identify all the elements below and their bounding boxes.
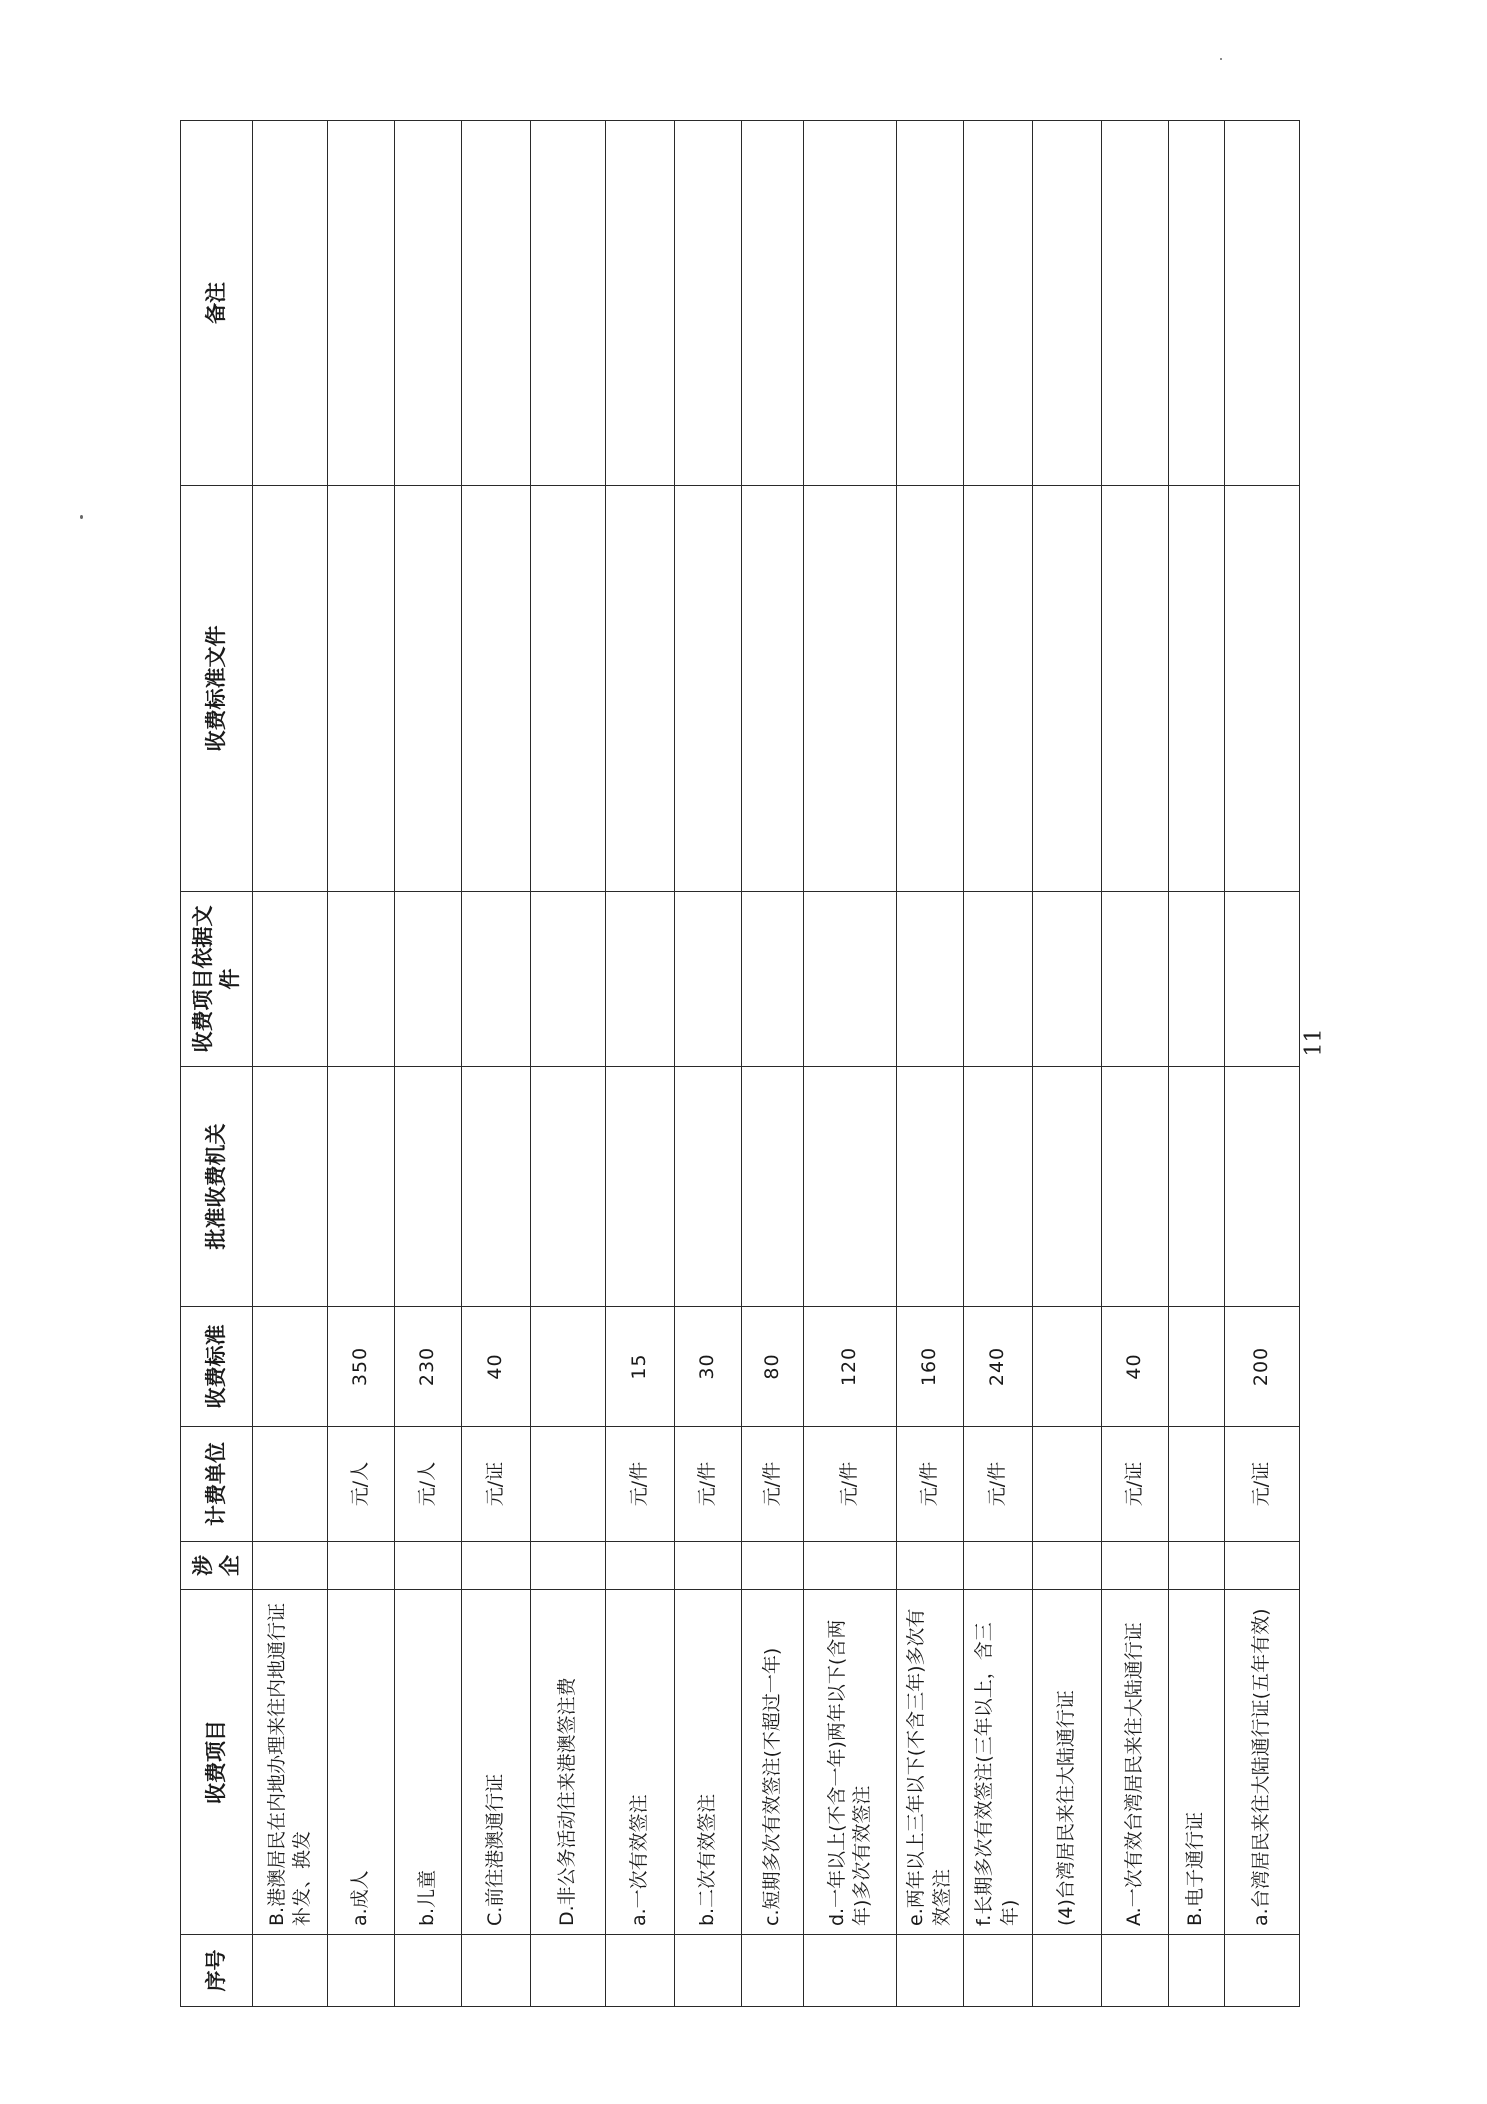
standard-cell: 200 — [1224, 1307, 1299, 1427]
item-cell: d.一年以上(不含一年)两年以下(含两年)多次有效签注 — [804, 1590, 897, 1935]
item-cell: a.成人 — [328, 1590, 395, 1935]
header-basis: 收费项目依据文件 — [181, 892, 253, 1067]
table-row — [253, 121, 328, 2007]
table-row — [742, 121, 804, 2007]
standard-cell — [530, 1307, 605, 1427]
table-row — [328, 121, 395, 2007]
table-row — [1101, 121, 1168, 2007]
header-item: 收费项目 — [181, 1590, 253, 1935]
unit-cell — [530, 1427, 605, 1542]
standard-cell: 350 — [328, 1307, 395, 1427]
scan-speck — [1220, 58, 1222, 60]
item-cell: b.儿童 — [395, 1590, 462, 1935]
item-cell: B.电子通行证 — [1168, 1590, 1224, 1935]
table-row — [963, 121, 1032, 2007]
unit-cell: 元/证 — [461, 1427, 530, 1542]
standard-cell: 240 — [963, 1307, 1032, 1427]
standard-cell: 40 — [461, 1307, 530, 1427]
page-number: 11 — [1301, 1028, 1327, 1057]
unit-cell: 元/件 — [804, 1427, 897, 1542]
header-remarks: 备注 — [181, 121, 253, 486]
rotated-table-container — [180, 121, 1300, 2007]
unit-cell: 元/件 — [675, 1427, 742, 1542]
unit-cell — [1168, 1427, 1224, 1542]
item-cell: e.两年以上三年以下(不含三年)多次有效签注 — [897, 1590, 964, 1935]
standard-cell: 40 — [1101, 1307, 1168, 1427]
header-authority: 批准收费机关 — [181, 1067, 253, 1307]
item-cell: (4)台湾居民来往大陆通行证 — [1032, 1590, 1101, 1935]
unit-cell: 元/证 — [1101, 1427, 1168, 1542]
unit-cell: 元/人 — [395, 1427, 462, 1542]
item-cell: D.非公务活动往来港澳签注费 — [530, 1590, 605, 1935]
table-row — [1032, 121, 1101, 2007]
standard-cell: 230 — [395, 1307, 462, 1427]
table-row — [395, 121, 462, 2007]
unit-cell: 元/件 — [606, 1427, 675, 1542]
standard-cell: 80 — [742, 1307, 804, 1427]
item-cell: A.一次有效台湾居民来往大陆通行证 — [1101, 1590, 1168, 1935]
standard-cell — [1168, 1307, 1224, 1427]
unit-cell: 元/件 — [963, 1427, 1032, 1542]
table-row — [606, 121, 675, 2007]
table-row — [1224, 121, 1299, 2007]
unit-cell: 元/人 — [328, 1427, 395, 1542]
table-row — [461, 121, 530, 2007]
item-cell: a.台湾居民来往大陆通行证(五年有效) — [1224, 1590, 1299, 1935]
scan-speck — [80, 515, 83, 519]
unit-cell — [253, 1427, 328, 1542]
item-cell: C.前往港澳通行证 — [461, 1590, 530, 1935]
table-row — [530, 121, 605, 2007]
table-row — [804, 121, 897, 2007]
unit-cell: 元/证 — [1224, 1427, 1299, 1542]
header-seq: 序号 — [181, 1935, 253, 2007]
header-standard: 收费标准 — [181, 1307, 253, 1427]
unit-cell — [1032, 1427, 1101, 1542]
header-standard-doc: 收费标准文件 — [181, 486, 253, 892]
header-enterprise: 涉企 — [181, 1542, 253, 1590]
standard-cell: 30 — [675, 1307, 742, 1427]
table-row — [1168, 121, 1224, 2007]
standard-cell — [253, 1307, 328, 1427]
item-cell: B.港澳居民在内地办理来往内地通行证补发、换发 — [253, 1590, 328, 1935]
unit-cell: 元/件 — [742, 1427, 804, 1542]
fee-table — [180, 120, 1300, 2007]
item-cell: c.短期多次有效签注(不超过一年) — [742, 1590, 804, 1935]
item-cell: a.一次有效签注 — [606, 1590, 675, 1935]
table-row — [675, 121, 742, 2007]
unit-cell: 元/件 — [897, 1427, 964, 1542]
standard-cell: 15 — [606, 1307, 675, 1427]
table-header-row — [181, 121, 253, 2007]
header-unit: 计费单位 — [181, 1427, 253, 1542]
standard-cell: 120 — [804, 1307, 897, 1427]
standard-cell: 160 — [897, 1307, 964, 1427]
table-row — [897, 121, 964, 2007]
standard-cell — [1032, 1307, 1101, 1427]
item-cell: b.二次有效签注 — [675, 1590, 742, 1935]
item-cell: f.长期多次有效签注(三年以上，含三年) — [963, 1590, 1032, 1935]
